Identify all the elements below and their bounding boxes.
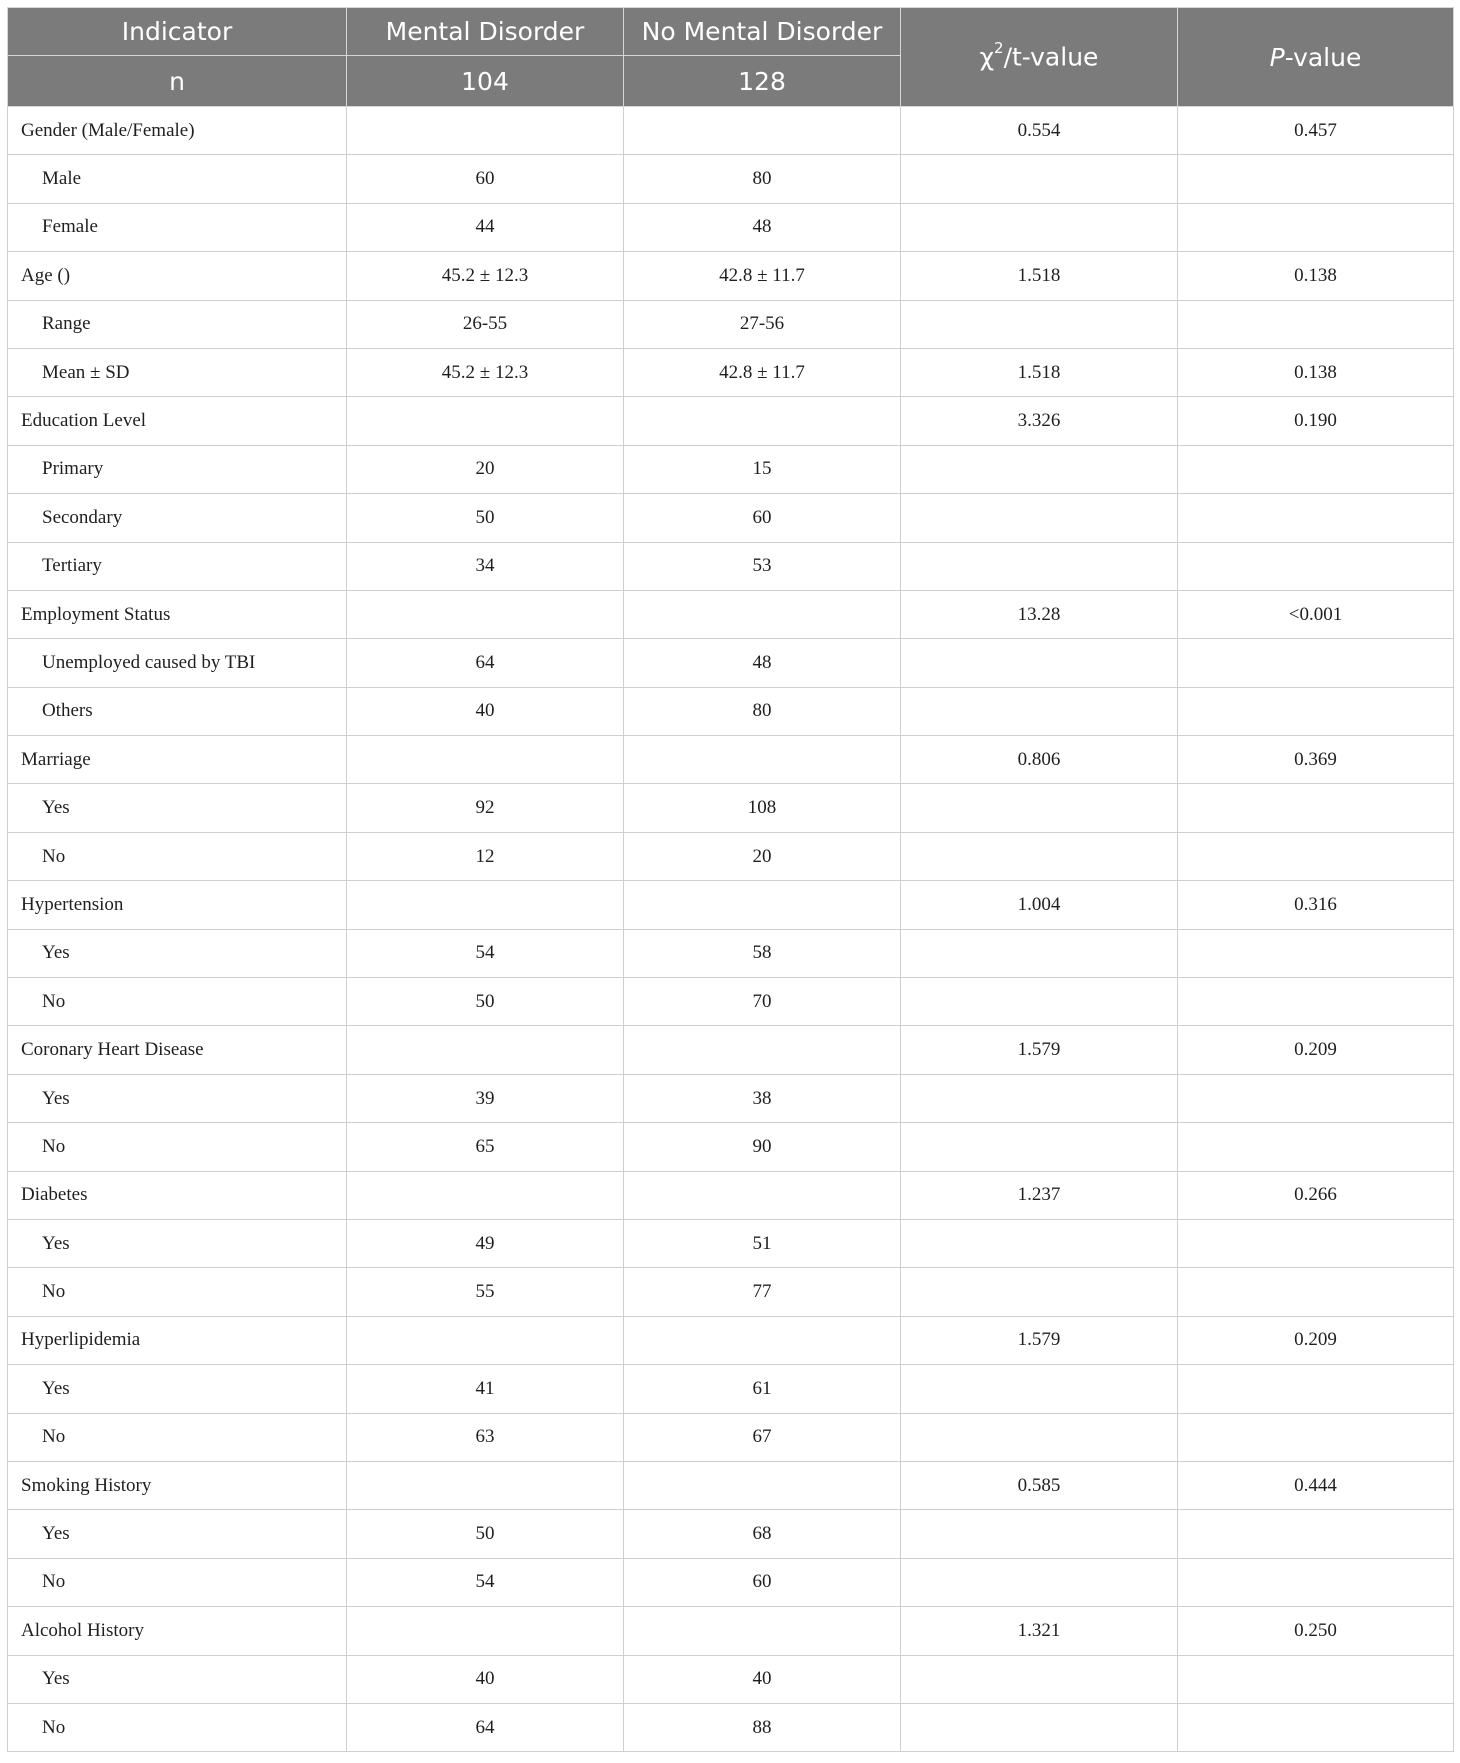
table-subrow [8, 1219, 1454, 1267]
p-value-cell [1178, 300, 1454, 348]
no-mental-disorder-cell [624, 1461, 901, 1509]
chi-t-value-cell [901, 832, 1178, 880]
p-value-cell: 0.209 [1178, 1026, 1454, 1074]
baseline-characteristics-table [7, 7, 1454, 1752]
table-subrow [8, 348, 1454, 396]
mental-disorder-cell: 49 [347, 1219, 624, 1267]
table-subrow [8, 639, 1454, 687]
header-n-label: n [8, 56, 347, 107]
p-value-cell [1178, 1365, 1454, 1413]
mental-disorder-cell: 26-55 [347, 300, 624, 348]
table-subrow [8, 1123, 1454, 1171]
no-mental-disorder-cell: 20 [624, 832, 901, 880]
no-mental-disorder-cell: 48 [624, 639, 901, 687]
chi-t-value-cell [901, 1703, 1178, 1751]
mental-disorder-cell [347, 397, 624, 445]
indicator-cell: No [8, 1413, 347, 1461]
no-mental-disorder-cell: 42.8 ± 11.7 [624, 252, 901, 300]
table-subrow [8, 300, 1454, 348]
chi-t-value-cell [901, 929, 1178, 977]
no-mental-disorder-cell: 68 [624, 1510, 901, 1558]
indicator-cell: No [8, 832, 347, 880]
mental-disorder-cell: 54 [347, 929, 624, 977]
chi-t-value-cell [901, 542, 1178, 590]
chi-t-value-cell [901, 155, 1178, 203]
header-p-value [1178, 8, 1454, 107]
indicator-cell: No [8, 1558, 347, 1606]
table-subrow [8, 784, 1454, 832]
header-chi-t-value [901, 8, 1178, 107]
indicator-cell: Alcohol History [8, 1607, 347, 1655]
p-value-cell: 0.457 [1178, 107, 1454, 155]
no-mental-disorder-cell [624, 736, 901, 784]
chi-symbol: χ [979, 42, 995, 72]
table-row [8, 397, 1454, 445]
indicator-cell: Male [8, 155, 347, 203]
indicator-cell: Hypertension [8, 881, 347, 929]
no-mental-disorder-cell: 48 [624, 203, 901, 251]
chi-t-value-cell: 1.518 [901, 348, 1178, 396]
indicator-cell: Yes [8, 1655, 347, 1703]
chi-t-value-cell [901, 1558, 1178, 1606]
indicator-cell: Female [8, 203, 347, 251]
p-value-cell [1178, 1510, 1454, 1558]
indicator-cell: Secondary [8, 494, 347, 542]
no-mental-disorder-cell: 80 [624, 687, 901, 735]
p-italic: P [1269, 42, 1285, 72]
chi-t-value-cell [901, 494, 1178, 542]
indicator-cell: Yes [8, 1074, 347, 1122]
p-value-cell [1178, 1268, 1454, 1316]
chi-t-value-cell [901, 978, 1178, 1026]
indicator-cell: No [8, 978, 347, 1026]
chi-t-value-cell: 1.004 [901, 881, 1178, 929]
p-value-cell: 0.138 [1178, 252, 1454, 300]
table-subrow [8, 1074, 1454, 1122]
mental-disorder-cell: 45.2 ± 12.3 [347, 348, 624, 396]
p-value-cell [1178, 1558, 1454, 1606]
p-value-cell [1178, 978, 1454, 1026]
mental-disorder-cell: 39 [347, 1074, 624, 1122]
no-mental-disorder-cell [624, 590, 901, 638]
chi-t-value-cell: 13.28 [901, 590, 1178, 638]
mental-disorder-cell: 45.2 ± 12.3 [347, 252, 624, 300]
mental-disorder-cell: 50 [347, 1510, 624, 1558]
mental-disorder-cell: 41 [347, 1365, 624, 1413]
p-value-cell [1178, 155, 1454, 203]
header-row [8, 8, 1454, 56]
indicator-cell: Marriage [8, 736, 347, 784]
table-row [8, 881, 1454, 929]
table-subrow [8, 1413, 1454, 1461]
indicator-cell: No [8, 1123, 347, 1171]
no-mental-disorder-cell: 15 [624, 445, 901, 493]
indicator-cell: Tertiary [8, 542, 347, 590]
table-subrow [8, 832, 1454, 880]
p-value-cell: 0.138 [1178, 348, 1454, 396]
no-mental-disorder-cell [624, 107, 901, 155]
indicator-cell: Range [8, 300, 347, 348]
table-subrow [8, 687, 1454, 735]
p-value-rest: -value [1284, 42, 1362, 72]
p-value-cell [1178, 1413, 1454, 1461]
chi-t-value-cell [901, 1365, 1178, 1413]
table-subrow [8, 445, 1454, 493]
no-mental-disorder-cell [624, 1026, 901, 1074]
header-n-no-mental-disorder: 128 [624, 56, 901, 107]
table-row [8, 1026, 1454, 1074]
indicator-cell: No [8, 1268, 347, 1316]
chi-t-value-cell [901, 1123, 1178, 1171]
mental-disorder-cell: 92 [347, 784, 624, 832]
indicator-cell: Unemployed caused by TBI [8, 639, 347, 687]
no-mental-disorder-cell: 60 [624, 1558, 901, 1606]
table-subrow [8, 1655, 1454, 1703]
p-value-cell [1178, 494, 1454, 542]
no-mental-disorder-cell [624, 1607, 901, 1655]
p-value-cell [1178, 1703, 1454, 1751]
chi-t-value-cell: 1.237 [901, 1171, 1178, 1219]
table-subrow [8, 1558, 1454, 1606]
mental-disorder-cell [347, 590, 624, 638]
table-subrow [8, 1268, 1454, 1316]
p-value-cell [1178, 1074, 1454, 1122]
mental-disorder-cell: 55 [347, 1268, 624, 1316]
table-subrow [8, 494, 1454, 542]
no-mental-disorder-cell: 60 [624, 494, 901, 542]
no-mental-disorder-cell [624, 1171, 901, 1219]
chi-t-value-cell [901, 203, 1178, 251]
no-mental-disorder-cell: 40 [624, 1655, 901, 1703]
table-subrow [8, 929, 1454, 977]
p-value-cell [1178, 1123, 1454, 1171]
table-subrow [8, 155, 1454, 203]
header-no-mental-disorder: No Mental Disorder [624, 8, 901, 56]
p-value-cell [1178, 929, 1454, 977]
chi-t-value-cell [901, 300, 1178, 348]
indicator-cell: Mean ± SD [8, 348, 347, 396]
chi-t-value-cell [901, 445, 1178, 493]
mental-disorder-cell: 63 [347, 1413, 624, 1461]
chi-t-value-cell [901, 784, 1178, 832]
chi-t-value-cell: 1.518 [901, 252, 1178, 300]
no-mental-disorder-cell: 53 [624, 542, 901, 590]
no-mental-disorder-cell: 51 [624, 1219, 901, 1267]
chi-t-value-cell: 0.554 [901, 107, 1178, 155]
chi-t-value-cell [901, 1219, 1178, 1267]
chi-t-value-cell: 3.326 [901, 397, 1178, 445]
indicator-cell: Primary [8, 445, 347, 493]
no-mental-disorder-cell: 42.8 ± 11.7 [624, 348, 901, 396]
mental-disorder-cell: 64 [347, 1703, 624, 1751]
chi-t-rest: /t-value [1003, 42, 1099, 72]
mental-disorder-cell: 64 [347, 639, 624, 687]
indicator-cell: Education Level [8, 397, 347, 445]
p-value-cell [1178, 542, 1454, 590]
chi-t-value-cell [901, 687, 1178, 735]
no-mental-disorder-cell: 90 [624, 1123, 901, 1171]
no-mental-disorder-cell: 70 [624, 978, 901, 1026]
indicator-cell: Yes [8, 1219, 347, 1267]
table-row [8, 590, 1454, 638]
header-mental-disorder: Mental Disorder [347, 8, 624, 56]
p-value-cell: 0.250 [1178, 1607, 1454, 1655]
table-row [8, 1607, 1454, 1655]
p-value-cell: 0.316 [1178, 881, 1454, 929]
chi-t-value-cell: 1.579 [901, 1026, 1178, 1074]
p-value-cell [1178, 1219, 1454, 1267]
table-row [8, 1461, 1454, 1509]
indicator-cell: Coronary Heart Disease [8, 1026, 347, 1074]
no-mental-disorder-cell [624, 397, 901, 445]
table-subrow [8, 978, 1454, 1026]
p-value-cell: 0.266 [1178, 1171, 1454, 1219]
chi-t-value-cell [901, 1510, 1178, 1558]
p-value-cell: 0.190 [1178, 397, 1454, 445]
p-value-cell [1178, 832, 1454, 880]
mental-disorder-cell [347, 881, 624, 929]
mental-disorder-cell [347, 107, 624, 155]
p-value-cell: <0.001 [1178, 590, 1454, 638]
no-mental-disorder-cell: 58 [624, 929, 901, 977]
p-value-cell [1178, 445, 1454, 493]
mental-disorder-cell: 54 [347, 1558, 624, 1606]
table-row [8, 1316, 1454, 1364]
table-row [8, 1171, 1454, 1219]
no-mental-disorder-cell: 88 [624, 1703, 901, 1751]
p-value-cell [1178, 203, 1454, 251]
indicator-cell: Yes [8, 1365, 347, 1413]
p-value-cell [1178, 1655, 1454, 1703]
p-value-cell: 0.209 [1178, 1316, 1454, 1364]
mental-disorder-cell: 44 [347, 203, 624, 251]
mental-disorder-cell [347, 736, 624, 784]
header-n-mental-disorder: 104 [347, 56, 624, 107]
table-row [8, 736, 1454, 784]
no-mental-disorder-cell: 67 [624, 1413, 901, 1461]
chi-t-value-cell: 0.806 [901, 736, 1178, 784]
indicator-cell: Others [8, 687, 347, 735]
mental-disorder-cell [347, 1607, 624, 1655]
indicator-cell: Gender (Male/Female) [8, 107, 347, 155]
no-mental-disorder-cell: 108 [624, 784, 901, 832]
indicator-cell: Yes [8, 1510, 347, 1558]
mental-disorder-cell: 60 [347, 155, 624, 203]
chi-t-value-cell: 1.321 [901, 1607, 1178, 1655]
chi-t-value-cell [901, 1074, 1178, 1122]
mental-disorder-cell: 20 [347, 445, 624, 493]
no-mental-disorder-cell [624, 881, 901, 929]
no-mental-disorder-cell: 38 [624, 1074, 901, 1122]
mental-disorder-cell: 65 [347, 1123, 624, 1171]
chi-t-value-cell: 1.579 [901, 1316, 1178, 1364]
chi-superscript: 2 [994, 39, 1004, 58]
mental-disorder-cell: 34 [347, 542, 624, 590]
mental-disorder-cell: 40 [347, 1655, 624, 1703]
chi-t-value-cell [901, 1413, 1178, 1461]
mental-disorder-cell: 50 [347, 494, 624, 542]
no-mental-disorder-cell: 61 [624, 1365, 901, 1413]
table-subrow [8, 542, 1454, 590]
indicator-cell: Age () [8, 252, 347, 300]
indicator-cell: No [8, 1703, 347, 1751]
table-header [8, 8, 1454, 107]
mental-disorder-cell: 12 [347, 832, 624, 880]
p-value-cell: 0.444 [1178, 1461, 1454, 1509]
p-value-cell [1178, 784, 1454, 832]
indicator-cell: Employment Status [8, 590, 347, 638]
indicator-cell: Yes [8, 929, 347, 977]
table-row [8, 252, 1454, 300]
no-mental-disorder-cell: 77 [624, 1268, 901, 1316]
table-subrow [8, 1703, 1454, 1751]
table-row [8, 107, 1454, 155]
no-mental-disorder-cell [624, 1316, 901, 1364]
chi-t-value-cell: 0.585 [901, 1461, 1178, 1509]
p-value-cell [1178, 639, 1454, 687]
mental-disorder-cell: 50 [347, 978, 624, 1026]
indicator-cell: Smoking History [8, 1461, 347, 1509]
mental-disorder-cell [347, 1461, 624, 1509]
mental-disorder-cell [347, 1171, 624, 1219]
no-mental-disorder-cell: 27-56 [624, 300, 901, 348]
indicator-cell: Diabetes [8, 1171, 347, 1219]
chi-t-value-cell [901, 1655, 1178, 1703]
p-value-cell: 0.369 [1178, 736, 1454, 784]
mental-disorder-cell: 40 [347, 687, 624, 735]
chi-t-value-cell [901, 639, 1178, 687]
header-indicator: Indicator [8, 8, 347, 56]
table-subrow [8, 1365, 1454, 1413]
mental-disorder-cell [347, 1316, 624, 1364]
chi-t-value-cell [901, 1268, 1178, 1316]
p-value-cell [1178, 687, 1454, 735]
no-mental-disorder-cell: 80 [624, 155, 901, 203]
table-subrow [8, 1510, 1454, 1558]
indicator-cell: Hyperlipidemia [8, 1316, 347, 1364]
table-subrow [8, 203, 1454, 251]
mental-disorder-cell [347, 1026, 624, 1074]
indicator-cell: Yes [8, 784, 347, 832]
table-body [8, 107, 1454, 1752]
